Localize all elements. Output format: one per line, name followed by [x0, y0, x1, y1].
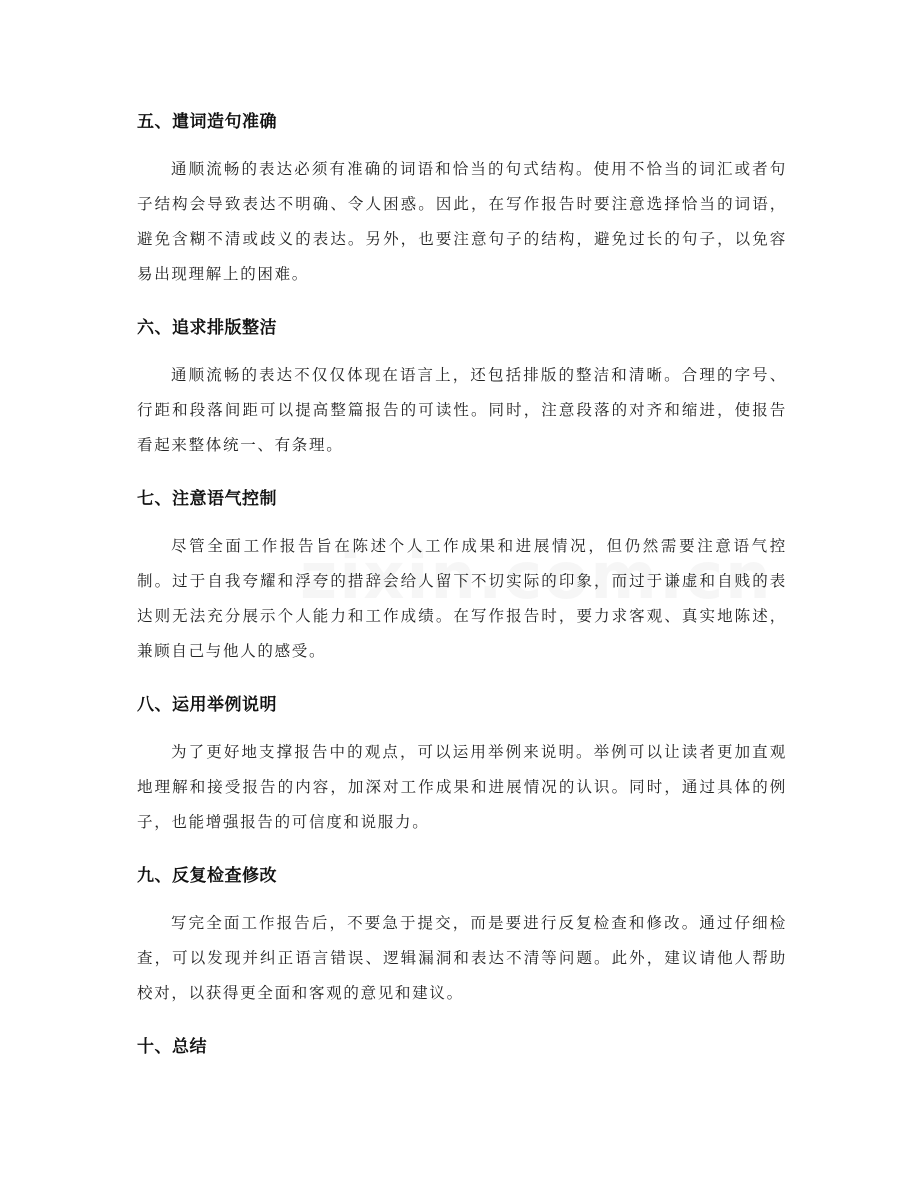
section-7 — [137, 481, 787, 669]
section-heading: 六、追求排版整洁 — [137, 318, 277, 338]
section-9 — [137, 858, 787, 1011]
document-body — [137, 104, 787, 1065]
section-paragraph: 为了更好地支撑报告中的观点，可以运用举例来说明。举例可以让读者更加直观地理解和接受报告的内容，加深对工作成果和进展情况的认识。同时，通过具体的例子，也能增强报告的可信度和说服力。 — [137, 743, 787, 831]
section-5 — [137, 104, 787, 292]
section-6 — [137, 310, 787, 463]
section-heading: 五、遣词造句准确 — [137, 112, 277, 132]
section-paragraph: 尽管全面工作报告旨在陈述个人工作成果和进展情况，但仍然需要注意语气控制。过于自我夸耀和浮夸的措辞会给人留下不切实际的印象，而过于谦虚和自贱的表达则无法充分展示个人能力和工作成绩。在写作报告时，要力求客观、真实地陈述，兼顾自己与他人的感受。 — [137, 537, 787, 660]
section-heading: 七、注意语气控制 — [137, 489, 277, 509]
section-paragraph: 通顺流畅的表达不仅仅体现在语言上，还包括排版的整洁和清晰。合理的字号、行距和段落间距可以提高整篇报告的可读性。同时，注意段落的对齐和缩进，使报告看起来整体统一、有条理。 — [137, 366, 787, 454]
section-10 — [137, 1029, 787, 1065]
section-heading: 十、总结 — [137, 1037, 207, 1057]
section-heading: 八、运用举例说明 — [137, 695, 277, 715]
section-paragraph: 写完全面工作报告后，不要急于提交，而是要进行反复检查和修改。通过仔细检查，可以发现并纠正语言错误、逻辑漏洞和表达不清等问题。此外，建议请他人帮助校对，以获得更全面和客观的意见和建议。 — [137, 914, 787, 1002]
section-heading: 九、反复检查修改 — [137, 866, 277, 886]
section-paragraph: 通顺流畅的表达必须有准确的词语和恰当的句式结构。使用不恰当的词汇或者句子结构会导致表达不明确、令人困惑。因此，在写作报告时要注意选择恰当的词语，避免含糊不清或歧义的表达。另外，也要注意句子的结构，避免过长的句子，以免容易出现理解上的困难。 — [137, 160, 787, 283]
section-8 — [137, 687, 787, 840]
